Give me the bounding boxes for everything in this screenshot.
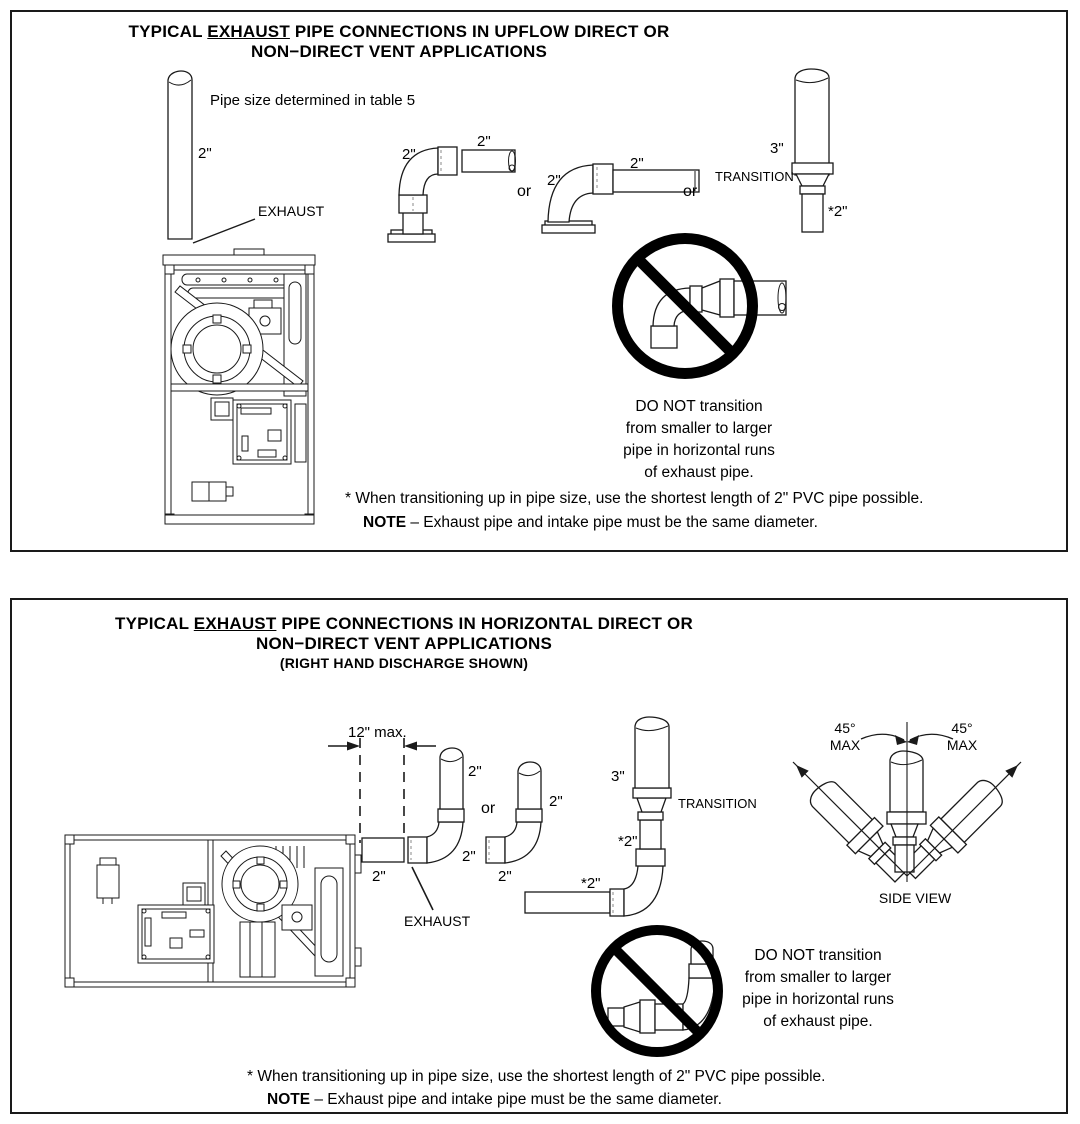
pipe1-size-label: 2" — [477, 133, 491, 150]
horizontal-footnote: * When transitioning up in pipe size, use the shortest length of 2" PVC pipe possible. — [247, 1068, 826, 1085]
riser1-size-label: 2" — [468, 763, 482, 780]
horizontal-panel — [10, 598, 1068, 1114]
angle-right-deg-label: 45° — [951, 720, 973, 736]
pipe3-size-label: 3" — [770, 140, 784, 157]
exhaust-leader-line — [193, 219, 255, 243]
side-view-diagram — [793, 720, 1021, 906]
pipe2-size-label: 2" — [630, 155, 644, 172]
exhaust-leader-line — [412, 867, 433, 910]
do-not-line: from smaller to larger — [625, 420, 773, 437]
reduced-size-v-label: *2" — [618, 833, 638, 850]
stub-size-label: 2" — [372, 868, 386, 885]
do-not-line: pipe in horizontal runs — [742, 991, 894, 1008]
transition-assembly — [715, 69, 848, 232]
title-underlined-word: EXHAUST — [193, 614, 277, 633]
note-word: NOTE — [267, 1091, 311, 1108]
elbow-option-1 — [388, 146, 457, 242]
elbow-option-b — [486, 762, 563, 885]
transition-label: TRANSITION — [678, 796, 757, 811]
or-text-2: or — [683, 183, 698, 200]
title-text: TYPICAL — [115, 614, 194, 633]
angle-right-max-label: MAX — [946, 737, 978, 753]
upflow-diagram — [12, 12, 1066, 550]
prohibition-icon — [596, 930, 718, 1052]
elbow2-size-label: 2" — [498, 868, 512, 885]
upflow-panel — [10, 10, 1068, 552]
reduced-size-label: *2" — [828, 203, 848, 220]
title-underlined-word: EXHAUST — [207, 22, 290, 41]
do-not-line: from smaller to larger — [744, 969, 892, 986]
title-text: TYPICAL — [128, 22, 208, 41]
prohibition-icon — [618, 239, 787, 374]
title-text: PIPE CONNECTIONS IN UPFLOW DIRECT OR — [289, 22, 670, 41]
angle-left-max-label: MAX — [829, 737, 861, 753]
do-not-line: pipe in horizontal runs — [623, 442, 775, 459]
max-offset-label: 12" max. — [348, 724, 407, 741]
riser2-size-label: 2" — [549, 793, 563, 810]
do-not-line: of exhaust pipe. — [644, 464, 754, 481]
pipe-size-note: Pipe size determined in table 5 — [210, 92, 416, 109]
elbow-option-a — [408, 748, 482, 865]
side-view-label: SIDE VIEW — [878, 890, 952, 906]
horizontal-diagram — [12, 600, 1066, 1112]
elbow2-size-label: 2" — [547, 172, 561, 189]
note-text: – Exhaust pipe and intake pipe must be the same diameter. — [310, 1091, 722, 1108]
horizontal-title-line3: (RIGHT HAND DISCHARGE SHOWN) — [279, 655, 529, 671]
transition-assembly — [525, 717, 757, 916]
angle-left-deg-label: 45° — [834, 720, 856, 736]
do-not-line: DO NOT transition — [754, 947, 882, 964]
dimension-12in-max — [328, 724, 436, 843]
elbow-option-2 — [542, 155, 699, 233]
do-not-text — [623, 398, 775, 481]
upflow-title-line2: NON−DIRECT VENT APPLICATIONS — [250, 42, 548, 61]
note-word: NOTE — [363, 514, 407, 531]
upflow-footnote: * When transitioning up in pipe size, use the shortest length of 2" PVC pipe possible. — [345, 490, 924, 507]
elbow1-size-label: 2" — [402, 146, 416, 163]
upflow-note — [363, 514, 818, 532]
horizontal-furnace-diagram — [65, 835, 361, 987]
exhaust-stub-pipe — [362, 838, 404, 885]
transition-label: TRANSITION — [715, 169, 794, 184]
title-text: PIPE CONNECTIONS IN HORIZONTAL DIRECT OR — [276, 614, 693, 633]
or-text-1: or — [517, 183, 532, 200]
loose-pipe-1 — [462, 133, 516, 172]
horizontal-note — [267, 1091, 722, 1109]
upflow-furnace-diagram — [163, 249, 315, 524]
horizontal-title-line2: NON−DIRECT VENT APPLICATIONS — [255, 634, 553, 653]
reduced-size-h-label: *2" — [581, 875, 601, 892]
riser-size-label: 2" — [198, 145, 212, 162]
exhaust-label: EXHAUST — [404, 913, 471, 929]
exhaust-label: EXHAUST — [258, 203, 325, 219]
note-text: – Exhaust pipe and intake pipe must be the same diameter. — [406, 514, 818, 531]
elbow1-size-label: 2" — [462, 848, 476, 865]
pipe3-size-label: 3" — [611, 768, 625, 785]
or-text: or — [481, 800, 496, 817]
do-not-line: DO NOT transition — [635, 398, 763, 415]
do-not-line: of exhaust pipe. — [763, 1013, 873, 1030]
exhaust-riser-pipe — [168, 71, 212, 239]
do-not-text — [742, 947, 894, 1030]
